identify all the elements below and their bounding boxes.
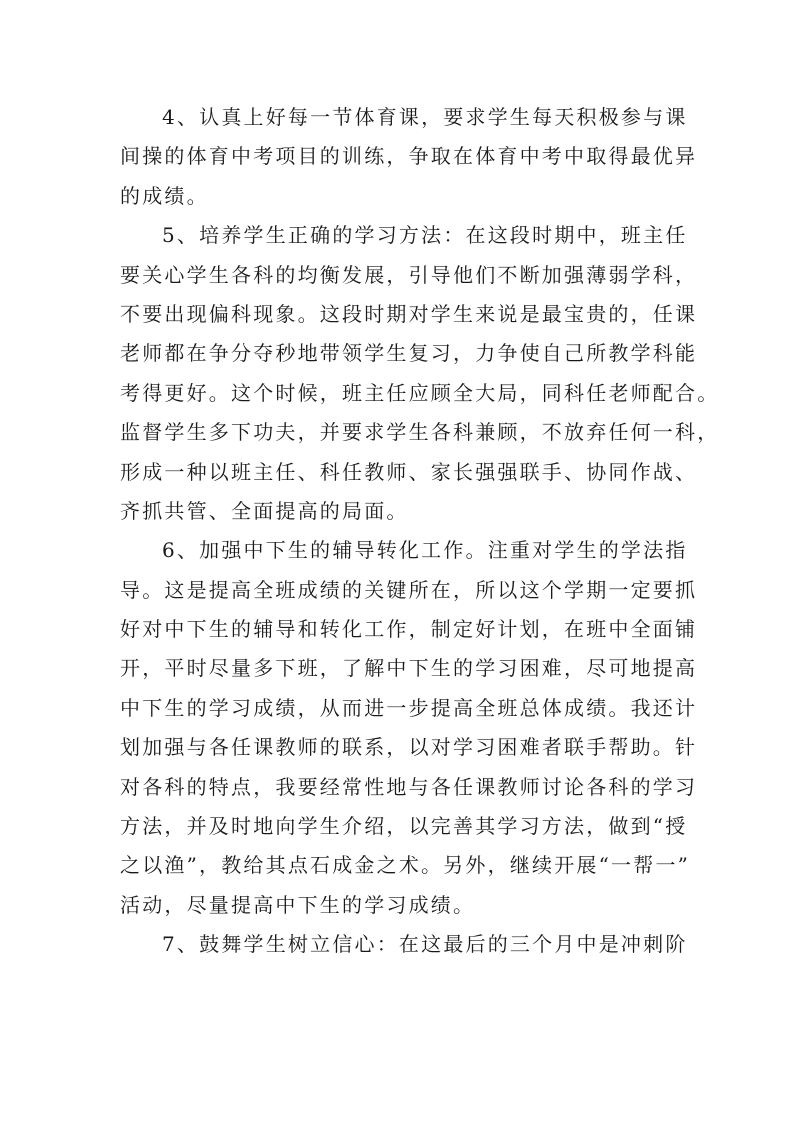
text-line: 之以渔”，教给其点石成金之术。另外，继续开展“一帮一” [120,853,691,878]
text-line: 不要出现偏科现象。这段时期对学生来说是最宝贵的，任课 [120,301,698,326]
text-line: 对各科的特点，我要经常性地与各任课教师讨论各科的学习 [120,774,698,799]
text-line: 监督学生多下功夫，并要求学生各科兼顾，不放弃任何一科， [120,420,720,445]
text-line: 4、认真上好每一节体育课，要求学生每天积极参与课 [162,105,688,129]
text-line: 要关心学生各科的均衡发展，引导他们不断加强薄弱学科， [120,262,698,287]
document-body [120,98,720,965]
text-line: 齐抓共管、全面提高的局面。 [120,498,409,523]
text-line: 形成一种以班主任、科任教师、家长强强联手、协同作战、 [120,459,698,484]
text-line: 开，平时尽量多下班，了解中下生的学习困难，尽可地提高 [120,656,698,681]
text-line: 导。这是提高全班成绩的关键所在，所以这个学期一定要抓 [120,577,698,602]
text-line: 7、鼓舞学生树立信心：在这最后的三个月中是冲刺阶 [162,932,688,957]
text-line: 方法，并及时地向学生介绍，以完善其学习方法，做到“授 [120,814,688,839]
text-line: 中下生的学习成绩，从而进一步提高全班总体成绩。我还计 [120,695,698,720]
text-line: 划加强与各任课教师的联系，以对学习困难者联手帮助。针 [120,735,698,760]
text-line: 活动，尽量提高中下生的学习成绩。 [120,892,476,917]
text-line: 考得更好。这个时候，班主任应顾全大局，同科任老师配合。 [120,380,720,405]
text-line: 老师都在争分夺秒地带领学生复习，力争使自己所教学科能 [120,341,698,366]
text-line: 好对中下生的辅导和转化工作，制定好计划，在班中全面铺 [120,617,698,642]
text-line: 6、加强中下生的辅导转化工作。注重对学生的学法指 [162,538,688,563]
text-line: 5、培养学生正确的学习方法：在这段时期中，班主任 [162,223,688,248]
text-line: 的成绩。 [120,183,209,208]
text-line: 间操的体育中考项目的训练，争取在体育中考中取得最优异 [120,144,698,169]
